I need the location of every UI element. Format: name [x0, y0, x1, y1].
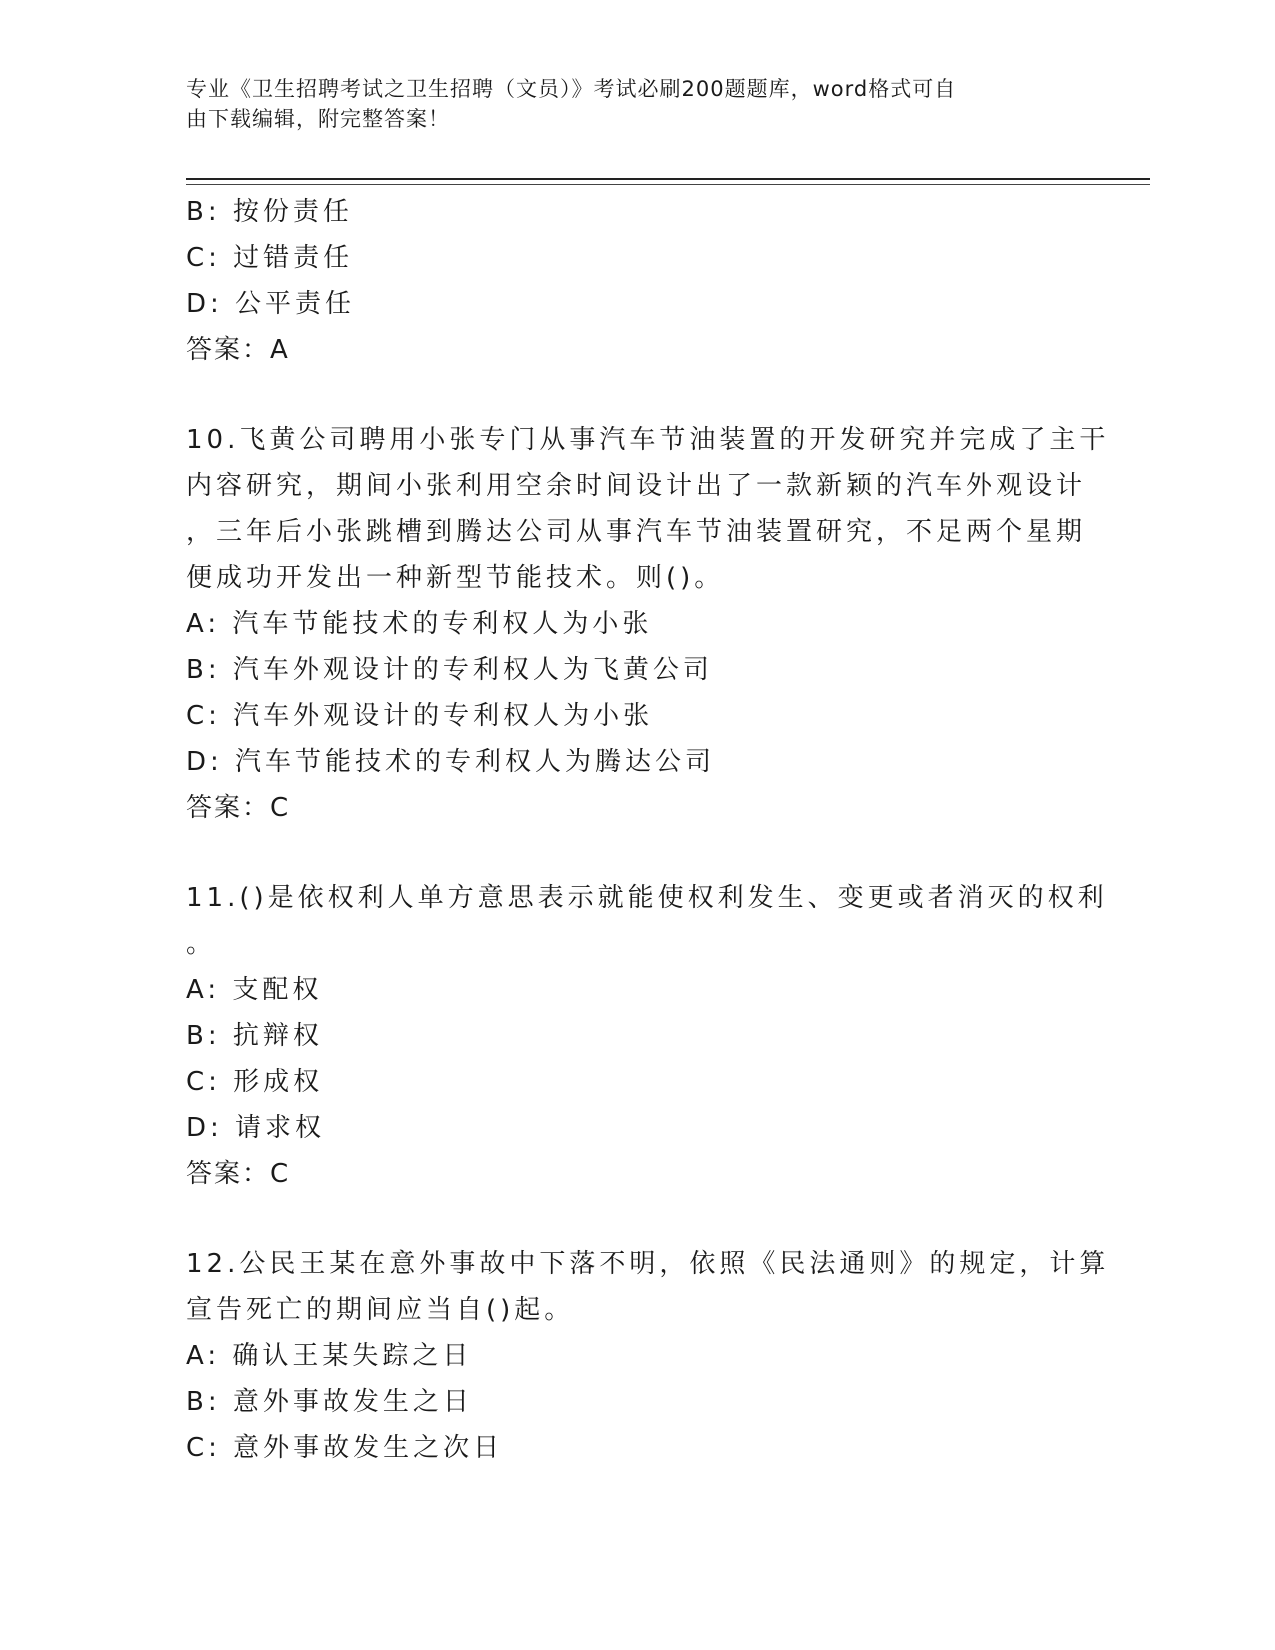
document-header [186, 74, 1066, 134]
option-c: C: 形成权 [186, 1067, 324, 1097]
option-a: A: 支配权 [186, 975, 323, 1005]
question-11 [186, 875, 1108, 1197]
option-c: C: 过错责任 [186, 243, 354, 273]
answer-line: 答案：A [186, 335, 290, 365]
question-text-line: 宣告死亡的期间应当自()起。 [186, 1295, 575, 1325]
question-text-line: 便成功开发出一种新型节能技术。则()。 [186, 563, 725, 593]
question-text-line: 内容研究，期间小张利用空余时间设计出了一款新颖的汽车外观设计 [186, 471, 1087, 501]
header-divider-thin [186, 184, 1150, 185]
question-9-continued [186, 189, 1066, 373]
option-b: B: 意外事故发生之日 [186, 1387, 473, 1417]
question-text-line: 11.()是依权利人单方意思表示就能使权利发生、变更或者消灭的权利 [186, 883, 1108, 913]
spacer [186, 831, 1066, 875]
question-content [186, 189, 1110, 1471]
answer-line: 答案：C [186, 793, 291, 823]
spacer [186, 1197, 1066, 1241]
option-d: D: 公平责任 [186, 289, 356, 319]
question-12 [186, 1241, 1110, 1471]
option-c: C: 汽车外观设计的专利权人为小张 [186, 701, 654, 731]
header-line-1: 专业《卫生招聘考试之卫生招聘（文员）》考试必刷200题题库，word格式可自 [186, 77, 957, 101]
question-text-line: 10.飞黄公司聘用小张专门从事汽车节油装置的开发研究并完成了主干 [186, 425, 1110, 455]
question-text-line: ，三年后小张跳槽到腾达公司从事汽车节油装置研究，不足两个星期 [186, 517, 1087, 547]
header-line-2: 由下载编辑，附完整答案！ [186, 107, 450, 131]
option-b: B: 汽车外观设计的专利权人为飞黄公司 [186, 655, 713, 685]
header-divider-thick [186, 178, 1150, 180]
answer-line: 答案：C [186, 1159, 291, 1189]
option-a: A: 汽车节能技术的专利权人为小张 [186, 609, 653, 639]
option-a: A: 确认王某失踪之日 [186, 1341, 473, 1371]
question-text-line: 。 [186, 929, 217, 959]
option-b: B: 抗辩权 [186, 1021, 323, 1051]
option-d: D: 汽车节能技术的专利权人为腾达公司 [186, 747, 716, 777]
option-c: C: 意外事故发生之次日 [186, 1433, 504, 1463]
question-text-line: 12.公民王某在意外事故中下落不明，依照《民法通则》的规定，计算 [186, 1249, 1110, 1279]
option-d: D: 请求权 [186, 1113, 326, 1143]
question-10 [186, 417, 1110, 831]
spacer [186, 373, 1066, 417]
option-b: B: 按份责任 [186, 197, 353, 227]
